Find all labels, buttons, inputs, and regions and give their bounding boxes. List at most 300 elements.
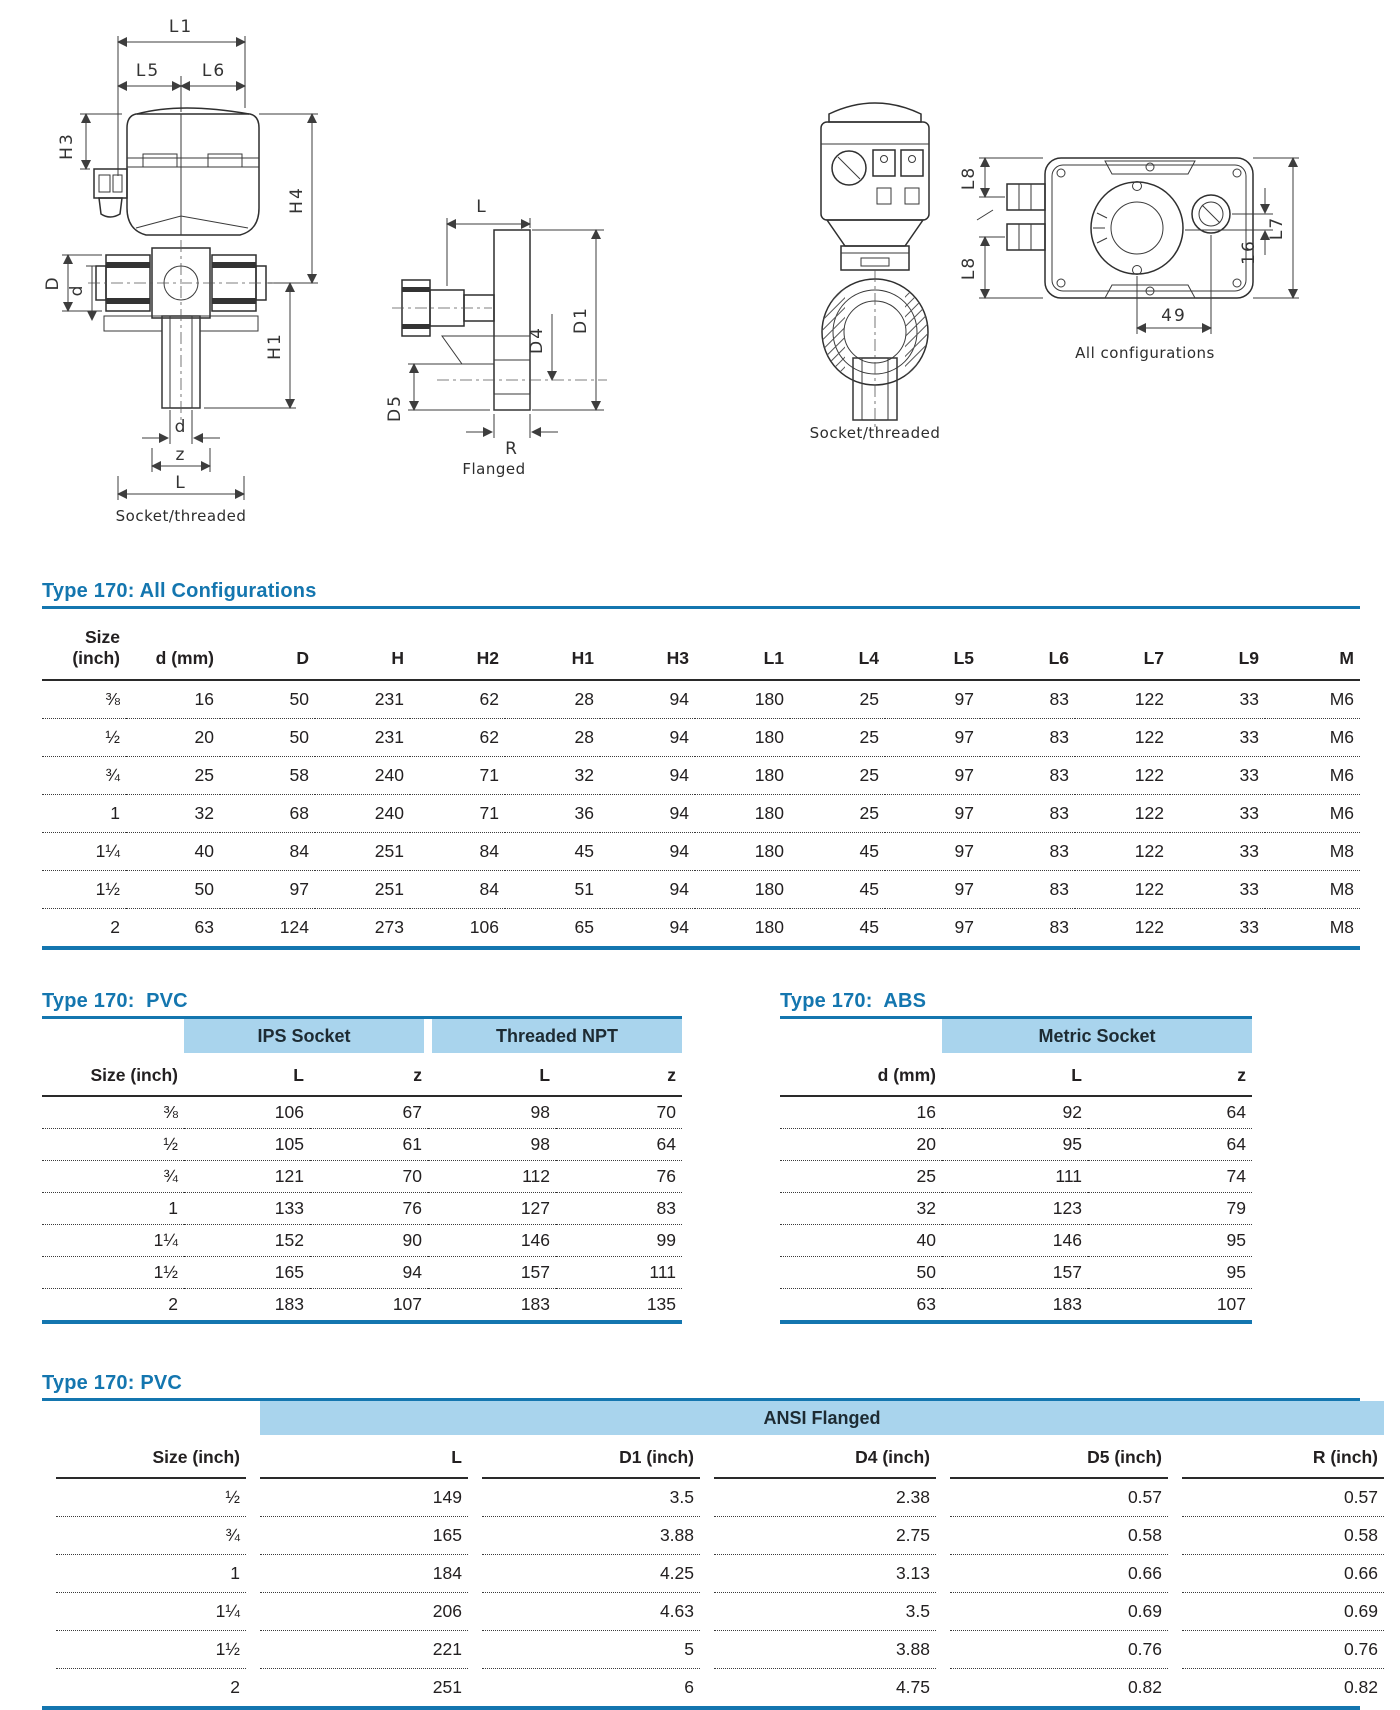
dim-label-d-outer: D	[43, 275, 63, 291]
table-cell: 83	[980, 795, 1075, 833]
table-cell: 240	[315, 757, 410, 795]
dim-label-d-inner: d	[67, 283, 87, 297]
table-pvc-flanged	[42, 1401, 1398, 1706]
table-row	[780, 1289, 1252, 1321]
section-title: Type 170: PVC	[42, 1372, 183, 1394]
table-cell: 4.63	[482, 1592, 700, 1630]
table-cell: 152	[184, 1225, 310, 1257]
dim-label-h4: H4	[287, 186, 307, 214]
table-row	[56, 1592, 1384, 1630]
table-row	[42, 833, 1360, 871]
table-cell: 1¼	[42, 1225, 184, 1257]
table-row	[42, 680, 1360, 719]
drawing-top-view	[955, 128, 1315, 363]
table-cell: 28	[505, 719, 600, 757]
table-bottom-rule	[780, 1320, 1252, 1324]
drawing-front-view	[40, 8, 330, 528]
table-cell: 84	[410, 833, 505, 871]
table-cell: 111	[556, 1257, 682, 1289]
table-cell: 231	[374, 689, 404, 709]
table-cell: 105	[184, 1129, 310, 1161]
table-cell: 1	[42, 1193, 184, 1225]
table-cell: 25	[126, 757, 220, 795]
table-cell: M6	[1265, 795, 1360, 833]
dim-label-16: 16	[1239, 239, 1259, 265]
table-cell: 97	[885, 795, 980, 833]
table-cell: 32	[780, 1193, 942, 1225]
table-cell: 65	[505, 909, 600, 947]
table-cell: 180	[695, 757, 790, 795]
table-cell: 3.5	[669, 1487, 694, 1507]
table-cell: 180	[695, 719, 790, 757]
drawing-caption-socket-threaded: Socket/threaded	[115, 507, 247, 525]
dim-label-l5: L5	[135, 61, 161, 81]
table-cell: 6	[482, 1668, 700, 1706]
table-cell: 127	[428, 1193, 556, 1225]
dim-label-d5: D5	[385, 394, 405, 422]
table-cell: 2	[42, 1289, 184, 1321]
table-cell: ½	[225, 1487, 240, 1507]
table-cell: 184	[260, 1554, 468, 1592]
table-row	[56, 1479, 1384, 1516]
table-cell: 97	[954, 689, 974, 709]
table-cell: 16	[916, 1102, 936, 1122]
table-cell: 64	[1088, 1129, 1252, 1161]
table-cell: 94	[600, 795, 695, 833]
table-cell: 94	[600, 909, 695, 947]
table-cell: 50	[220, 719, 315, 757]
column-header: Size (inch)	[56, 1435, 246, 1479]
table-cell: 33	[1170, 757, 1265, 795]
group-header-ips-socket: IPS Socket	[184, 1019, 428, 1053]
table-cell: 50	[780, 1257, 942, 1289]
table-cell: 90	[310, 1225, 428, 1257]
table-row	[42, 1129, 682, 1161]
table-cell: 97	[885, 719, 980, 757]
table-cell: 122	[1134, 689, 1164, 709]
table-cell: 63	[780, 1289, 942, 1321]
table-cell: 1½	[42, 1257, 184, 1289]
dim-label-49: 49	[1161, 306, 1187, 326]
table-cell: 95	[1088, 1225, 1252, 1257]
table-cell: 122	[1075, 757, 1170, 795]
drawing-flanged-view	[342, 168, 642, 478]
table-cell: 97	[885, 757, 980, 795]
table-row	[42, 871, 1360, 909]
table-cell: 180	[695, 909, 790, 947]
column-header: d (mm)	[126, 609, 220, 680]
table-bottom-rule	[42, 946, 1360, 950]
column-header: z	[1088, 1053, 1252, 1096]
dim-label-l: L	[175, 473, 187, 493]
table-cell: 68	[220, 795, 315, 833]
column-header: d (mm)	[780, 1053, 942, 1096]
section-title: Type 170: ABS	[780, 990, 927, 1012]
table-cell: 165	[184, 1257, 310, 1289]
table-cell: 94	[669, 689, 689, 709]
header-row	[42, 609, 1360, 680]
table-cell: ½	[42, 719, 126, 757]
dim-label-h3: H3	[57, 132, 77, 160]
table-cell: 107	[1088, 1289, 1252, 1321]
table-cell: 45	[505, 833, 600, 871]
table-cell: 71	[410, 795, 505, 833]
column-header: L7	[1075, 609, 1170, 680]
table-cell: 25	[790, 719, 885, 757]
table-cell: ½	[42, 1129, 184, 1161]
table-row	[42, 719, 1360, 757]
column-header: L6	[980, 609, 1075, 680]
table-cell: 3.5	[714, 1592, 936, 1630]
column-header: z	[310, 1053, 428, 1096]
table-row	[780, 1096, 1252, 1129]
table-cell: 231	[315, 719, 410, 757]
table-cell: 0.58	[1182, 1516, 1384, 1554]
table-row	[42, 1193, 682, 1225]
table-cell: 97	[220, 871, 315, 909]
table-cell: 94	[600, 719, 695, 757]
table-row	[42, 757, 1360, 795]
table-cell: 0.76	[950, 1630, 1168, 1668]
section-pvc-flanged	[42, 1372, 1378, 1710]
table-cell: 67	[402, 1102, 423, 1122]
table-row	[780, 1225, 1252, 1257]
section-title: Type 170: All Configurations	[42, 580, 317, 602]
table-cell: 0.76	[1182, 1630, 1384, 1668]
table-cell: 50	[289, 689, 309, 709]
table-row	[56, 1668, 1384, 1706]
table-cell: 70	[656, 1102, 677, 1122]
table-cell: 92	[1062, 1102, 1082, 1122]
table-row	[780, 1129, 1252, 1161]
group-header-threaded-npt: Threaded NPT	[428, 1019, 682, 1053]
table-cell: 4.25	[482, 1554, 700, 1592]
dim-label-l: L	[476, 197, 488, 217]
dim-label-l7: L7	[1267, 215, 1287, 241]
column-header: H2	[410, 609, 505, 680]
table-cell: 94	[600, 757, 695, 795]
table-row	[42, 795, 1360, 833]
table-cell: 25	[780, 1161, 942, 1193]
column-header: L	[942, 1053, 1088, 1096]
table-row	[42, 909, 1360, 947]
table-cell: 33	[1170, 833, 1265, 871]
dim-label-l8-bottom: L8	[959, 255, 979, 281]
table-cell: 83	[980, 909, 1075, 947]
table-cell: 64	[1226, 1102, 1247, 1122]
table-row	[42, 1225, 682, 1257]
column-header: H	[315, 609, 410, 680]
dim-label-l1: L1	[168, 17, 194, 37]
table-cell: 183	[428, 1289, 556, 1321]
table-cell: 107	[310, 1289, 428, 1321]
table-cell: 1	[42, 795, 126, 833]
drawing-caption-all-configurations: All configurations	[1075, 344, 1215, 362]
table-cell: 20	[780, 1129, 942, 1161]
section-abs	[780, 990, 1252, 1324]
table-cell: 63	[126, 909, 220, 947]
dim-label-d-bottom: d	[174, 417, 188, 437]
table-cell: 94	[600, 871, 695, 909]
table-cell: 20	[126, 719, 220, 757]
table-cell: 122	[1075, 871, 1170, 909]
table-cell: 83	[980, 757, 1075, 795]
table-cell: 0.66	[950, 1554, 1168, 1592]
column-header: D4 (inch)	[714, 1435, 936, 1479]
table-bottom-rule	[42, 1706, 1360, 1710]
table-bottom-rule	[42, 1320, 682, 1324]
table-cell: 5	[482, 1630, 700, 1668]
column-header: L	[260, 1435, 468, 1479]
band-spacer	[56, 1401, 246, 1435]
dim-label-d4: D4	[527, 326, 547, 354]
table-cell: 2	[42, 909, 126, 947]
page-content	[42, 580, 1378, 1710]
table-cell: 83	[980, 871, 1075, 909]
table-cell: 0.69	[1182, 1592, 1384, 1630]
column-header: L5	[885, 609, 980, 680]
table-cell: 79	[1088, 1193, 1252, 1225]
column-header: L1	[695, 609, 790, 680]
table-cell: 84	[220, 833, 315, 871]
table-cell: 2.38	[895, 1487, 930, 1507]
column-header: z	[556, 1053, 682, 1096]
table-cell: 251	[315, 871, 410, 909]
table-cell: 25	[859, 689, 879, 709]
table-cell: 180	[695, 833, 790, 871]
table-cell: 64	[556, 1129, 682, 1161]
table-row	[780, 1193, 1252, 1225]
table-cell: 3.88	[714, 1630, 936, 1668]
table-row	[56, 1554, 1384, 1592]
table-cell: 97	[885, 909, 980, 947]
band-spacer	[42, 1019, 184, 1053]
table-cell: 58	[220, 757, 315, 795]
table-cell: 121	[184, 1161, 310, 1193]
table-row	[56, 1630, 1384, 1668]
table-cell: 240	[315, 795, 410, 833]
table-cell: 251	[260, 1668, 468, 1706]
table-cell: ¾	[42, 1161, 184, 1193]
drawing-caption-socket-threaded: Socket/threaded	[809, 424, 941, 440]
table-cell: 16	[194, 689, 214, 709]
table-cell: 273	[315, 909, 410, 947]
column-header: H1	[505, 609, 600, 680]
column-header: M	[1265, 609, 1360, 680]
table-cell: 83	[1049, 689, 1069, 709]
table-cell: M8	[1265, 833, 1360, 871]
section-pvc-socket	[42, 990, 682, 1324]
table-cell: 33	[1170, 719, 1265, 757]
section-all-configurations	[42, 580, 1360, 950]
table-cell: 94	[310, 1257, 428, 1289]
table-cell: 83	[980, 833, 1075, 871]
group-band-row	[42, 1019, 682, 1053]
header-row	[780, 1053, 1252, 1096]
table-cell: 157	[942, 1257, 1088, 1289]
table-cell: 32	[505, 757, 600, 795]
table-cell: 95	[942, 1129, 1088, 1161]
dim-label-r: R	[505, 439, 519, 459]
table-cell: 180	[695, 871, 790, 909]
table-cell: 0.57	[1127, 1487, 1162, 1507]
table-cell: 3.88	[482, 1516, 700, 1554]
table-cell: 62	[479, 689, 499, 709]
table-cell: 74	[1088, 1161, 1252, 1193]
table-abs	[780, 1019, 1252, 1320]
table-cell: 1	[56, 1554, 246, 1592]
column-header: L4	[790, 609, 885, 680]
table-row	[42, 1161, 682, 1193]
table-cell: 98	[530, 1102, 551, 1122]
table-cell: 112	[428, 1161, 556, 1193]
table-cell: 36	[505, 795, 600, 833]
table-cell: 206	[260, 1592, 468, 1630]
table-cell: 2	[56, 1668, 246, 1706]
table-cell: 76	[310, 1193, 428, 1225]
table-cell: 40	[780, 1225, 942, 1257]
header-row	[42, 1053, 682, 1096]
column-header: L	[428, 1053, 556, 1096]
table-cell: 70	[310, 1161, 428, 1193]
table-cell: M6	[1265, 757, 1360, 795]
table-cell: 28	[574, 689, 594, 709]
table-cell: 183	[942, 1289, 1088, 1321]
table-cell: 25	[790, 795, 885, 833]
table-cell: 146	[942, 1225, 1088, 1257]
table-cell: 122	[1075, 719, 1170, 757]
dim-label-h1: H1	[265, 332, 285, 360]
table-pvc-socket	[42, 1019, 682, 1320]
table-cell: 106	[410, 909, 505, 947]
table-cell: 71	[410, 757, 505, 795]
table-all-configurations	[42, 609, 1360, 946]
group-header-ansi-flanged: ANSI Flanged	[260, 1401, 1384, 1435]
dim-label-l8-top: L8	[959, 165, 979, 191]
table-cell: 40	[126, 833, 220, 871]
column-header: D1 (inch)	[482, 1435, 700, 1479]
table-cell: ⅜	[105, 689, 120, 709]
table-cell: 122	[1075, 795, 1170, 833]
table-cell: 50	[126, 871, 220, 909]
table-cell: 97	[885, 833, 980, 871]
group-band-row	[56, 1401, 1384, 1435]
table-cell: 45	[790, 909, 885, 947]
technical-drawings	[0, 0, 1400, 558]
table-row	[42, 1289, 682, 1321]
table-cell: 83	[556, 1193, 682, 1225]
table-cell: 4.75	[714, 1668, 936, 1706]
table-cell: 146	[428, 1225, 556, 1257]
dim-label-l6: L6	[201, 61, 227, 81]
table-cell: 99	[556, 1225, 682, 1257]
table-cell: 122	[1075, 909, 1170, 947]
table-cell: 123	[942, 1193, 1088, 1225]
table-row	[780, 1257, 1252, 1289]
table-cell: 149	[432, 1487, 462, 1507]
column-header: Size (inch)	[42, 1053, 184, 1096]
table-cell: 1¼	[56, 1592, 246, 1630]
table-cell: 94	[600, 833, 695, 871]
drawing-side-view	[765, 80, 985, 440]
table-cell: 33	[1239, 689, 1259, 709]
table-cell: 98	[428, 1129, 556, 1161]
table-row	[42, 1257, 682, 1289]
table-cell: 33	[1170, 795, 1265, 833]
section-title: Type 170: PVC	[42, 990, 188, 1012]
table-cell: 1½	[56, 1630, 246, 1668]
column-header-size	[42, 609, 126, 680]
table-cell: 0.58	[950, 1516, 1168, 1554]
table-cell: 32	[126, 795, 220, 833]
column-header: D	[220, 609, 315, 680]
table-cell: 45	[790, 833, 885, 871]
table-cell: 124	[220, 909, 315, 947]
table-row	[42, 1096, 682, 1129]
table-cell: 51	[505, 871, 600, 909]
table-cell: 106	[274, 1102, 304, 1122]
table-cell: 157	[428, 1257, 556, 1289]
column-header: H3	[600, 609, 695, 680]
table-cell: 25	[790, 757, 885, 795]
table-cell: 251	[315, 833, 410, 871]
table-cell: 165	[260, 1516, 468, 1554]
table-cell: M6	[1265, 719, 1360, 757]
table-cell: ⅜	[163, 1102, 178, 1122]
table-cell: 84	[410, 871, 505, 909]
table-cell: M8	[1265, 909, 1360, 947]
group-header-metric-socket: Metric Socket	[942, 1019, 1252, 1053]
drawing-caption-flanged: Flanged	[462, 460, 526, 478]
table-cell: 0.82	[1182, 1668, 1384, 1706]
column-header: L	[184, 1053, 310, 1096]
table-cell: 61	[310, 1129, 428, 1161]
table-cell: ¾	[56, 1516, 246, 1554]
table-cell: 221	[260, 1630, 468, 1668]
table-cell: 180	[754, 689, 784, 709]
table-cell: M6	[1329, 689, 1354, 709]
table-cell: 97	[885, 871, 980, 909]
column-header: R (inch)	[1182, 1435, 1384, 1479]
table-cell: 122	[1075, 833, 1170, 871]
table-cell: 95	[1088, 1257, 1252, 1289]
table-cell: M8	[1265, 871, 1360, 909]
table-cell: 0.66	[1182, 1554, 1384, 1592]
table-cell: 111	[942, 1161, 1088, 1193]
table-cell: 180	[695, 795, 790, 833]
table-cell: 33	[1170, 909, 1265, 947]
group-band-row	[780, 1019, 1252, 1053]
table-cell: 33	[1170, 871, 1265, 909]
table-cell: 76	[556, 1161, 682, 1193]
table-cell: 3.13	[714, 1554, 936, 1592]
table-cell: 0.82	[950, 1668, 1168, 1706]
size-header-line1: Size	[84, 627, 120, 647]
table-row	[780, 1161, 1252, 1193]
table-cell: 133	[184, 1193, 310, 1225]
dim-label-z: z	[175, 445, 187, 465]
table-cell: 0.57	[1343, 1487, 1378, 1507]
table-cell: 1¼	[42, 833, 126, 871]
table-cell: 135	[556, 1289, 682, 1321]
table-cell: 45	[790, 871, 885, 909]
table-cell: 83	[980, 719, 1075, 757]
table-row	[56, 1516, 1384, 1554]
table-cell: 0.69	[950, 1592, 1168, 1630]
header-row	[56, 1435, 1384, 1479]
column-header: D5 (inch)	[950, 1435, 1168, 1479]
band-spacer	[780, 1019, 942, 1053]
